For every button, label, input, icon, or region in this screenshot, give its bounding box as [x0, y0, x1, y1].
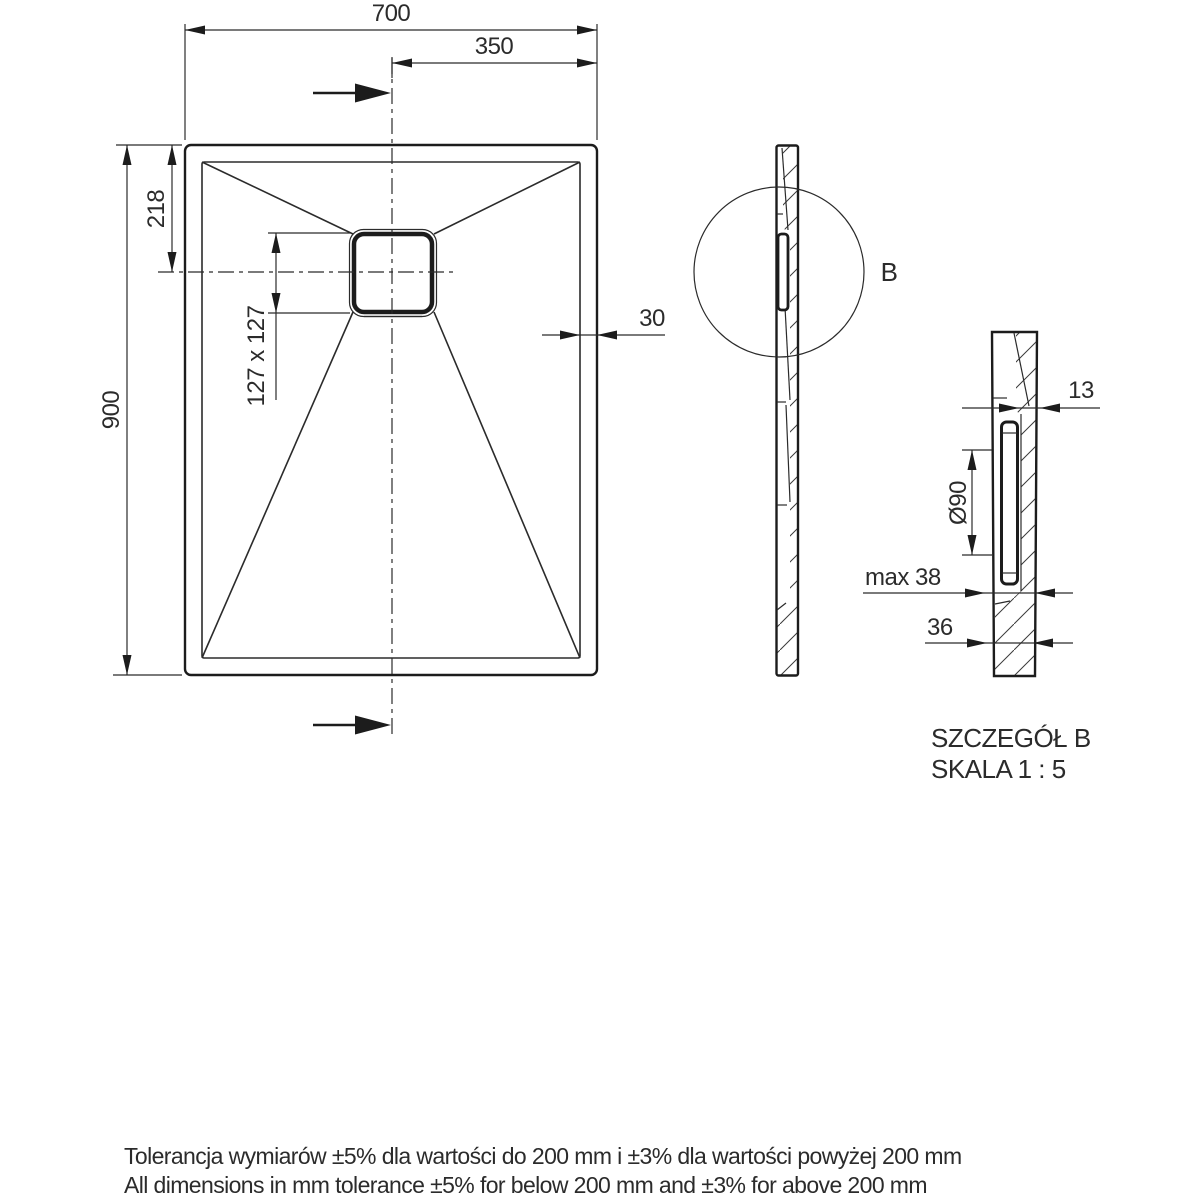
dimension-218-label: 218	[143, 189, 170, 229]
dimension-drain-size-label: 127 x 127	[243, 305, 270, 407]
detail-title: SZCZEGÓŁ B	[931, 723, 1091, 753]
dimension-30	[542, 305, 665, 340]
dimension-max-38	[863, 564, 1073, 598]
side-section-view	[694, 146, 897, 676]
dimension-13-label: 13	[1068, 377, 1094, 404]
detail-scale: SKALA 1 : 5	[931, 754, 1066, 784]
tray-outer-edge	[185, 145, 597, 675]
tolerance-notes	[124, 1143, 962, 1198]
dimension-350	[392, 33, 597, 78]
dimension-drain-diameter-label: Ø90	[945, 481, 972, 525]
detail-drain-flange	[1002, 422, 1018, 584]
plan-view	[98, 0, 665, 737]
tolerance-note-en: All dimensions in mm tolerance ±5% for below 200 mm and ±3% for above 200 mm	[124, 1172, 927, 1198]
dimension-30-label: 30	[639, 305, 665, 332]
section-drain	[778, 234, 788, 310]
dimension-350-label: 350	[474, 33, 514, 60]
floor-slope-lines	[202, 162, 580, 658]
tray-inner-edge	[202, 162, 580, 658]
dimension-max-38-label: max 38	[865, 564, 941, 591]
section-arrow-top	[313, 84, 391, 103]
dimension-218	[143, 145, 177, 272]
detail-view	[863, 332, 1100, 784]
dimension-36-label: 36	[927, 614, 953, 641]
tolerance-note-pl: Tolerancja wymiarów ±5% dla wartości do 200 mm i ±3% dla wartości powyżej 200 mm	[124, 1143, 962, 1169]
section-hatch	[777, 146, 797, 675]
section-arrow-bottom	[313, 716, 391, 735]
dimension-900-label: 900	[98, 390, 125, 430]
dimension-700-label: 700	[371, 0, 411, 27]
detail-circle-label: B	[880, 257, 898, 287]
drain-square	[350, 230, 437, 317]
dimension-700	[185, 0, 597, 140]
dimension-drain-size	[243, 233, 350, 406]
dimension-drain-diameter	[945, 450, 992, 555]
